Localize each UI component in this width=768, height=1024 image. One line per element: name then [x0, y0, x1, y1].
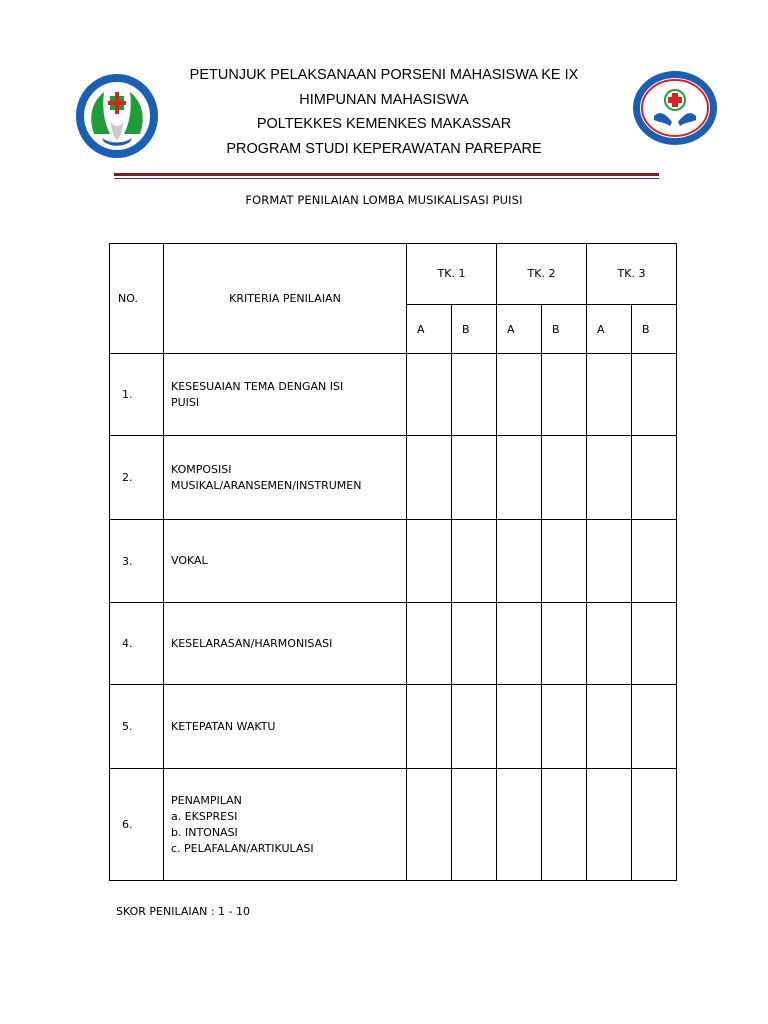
sub-header-b: B — [542, 305, 587, 354]
col-header-no: NO. — [110, 244, 164, 354]
row-number: 2. — [110, 436, 164, 520]
score-cell[interactable] — [452, 769, 497, 881]
score-cell[interactable] — [407, 769, 452, 881]
table-header-row — [110, 244, 677, 305]
table-row — [110, 685, 677, 769]
criteria-cell: KESELARASAN/HARMONISASI — [164, 603, 407, 685]
score-cell[interactable] — [452, 354, 497, 436]
score-cell[interactable] — [497, 354, 542, 436]
score-cell[interactable] — [497, 520, 542, 603]
score-cell[interactable] — [542, 769, 587, 881]
sub-header-a: A — [497, 305, 542, 354]
table-row — [110, 520, 677, 603]
score-cell[interactable] — [452, 520, 497, 603]
score-cell[interactable] — [452, 685, 497, 769]
score-cell[interactable] — [632, 436, 677, 520]
score-cell[interactable] — [497, 436, 542, 520]
header-line-1: PETUNJUK PELAKSANAAN PORSENI MAHASISWA KE IX — [189, 67, 579, 83]
score-cell[interactable] — [542, 520, 587, 603]
sub-header-a: A — [587, 305, 632, 354]
row-number: 3. — [110, 520, 164, 603]
score-cell[interactable] — [587, 603, 632, 685]
score-cell[interactable] — [407, 603, 452, 685]
document-title: FORMAT PENILAIAN LOMBA MUSIKALISASI PUISI — [245, 193, 523, 207]
score-cell[interactable] — [587, 685, 632, 769]
score-cell[interactable] — [632, 603, 677, 685]
score-cell[interactable] — [407, 520, 452, 603]
score-note: SKOR PENILAIAN : 1 - 10 — [116, 905, 251, 918]
criteria-cell: KOMPOSISI MUSIKAL/ARANSEMEN/INSTRUMEN — [164, 436, 407, 520]
col-header-criteria: KRITERIA PENILAIAN — [164, 244, 407, 354]
sub-header-b: B — [632, 305, 677, 354]
header-divider-thin — [114, 178, 659, 179]
row-number: 6. — [110, 769, 164, 881]
col-header-tk3: TK. 3 — [587, 244, 677, 305]
keperawatan-logo — [632, 70, 718, 146]
score-cell[interactable] — [632, 354, 677, 436]
score-cell[interactable] — [587, 769, 632, 881]
row-number: 5. — [110, 685, 164, 769]
letterhead — [150, 63, 618, 161]
score-cell[interactable] — [542, 603, 587, 685]
score-cell[interactable] — [452, 436, 497, 520]
score-cell[interactable] — [632, 520, 677, 603]
score-cell[interactable] — [542, 685, 587, 769]
criteria-cell: VOKAL — [164, 520, 407, 603]
table-row — [110, 769, 677, 881]
criteria-cell: KETEPATAN WAKTU — [164, 685, 407, 769]
score-cell[interactable] — [497, 603, 542, 685]
header-line-2: HIMPUNAN MAHASISWA — [299, 91, 469, 108]
score-cell[interactable] — [452, 603, 497, 685]
score-cell[interactable] — [632, 769, 677, 881]
criteria-cell: PENAMPILAN a. EKSPRESI b. INTONASI c. PELAFALAN/ARTIKULASI — [164, 769, 407, 881]
table-row — [110, 436, 677, 520]
table-row — [110, 603, 677, 685]
score-cell[interactable] — [542, 436, 587, 520]
sub-header-b: B — [452, 305, 497, 354]
col-header-tk1: TK. 1 — [407, 244, 497, 305]
table-row — [110, 354, 677, 436]
poltekkes-logo — [74, 72, 160, 160]
score-cell[interactable] — [497, 685, 542, 769]
score-cell[interactable] — [587, 354, 632, 436]
score-cell[interactable] — [632, 685, 677, 769]
score-cell[interactable] — [407, 354, 452, 436]
score-cell[interactable] — [542, 354, 587, 436]
row-number: 1. — [110, 354, 164, 436]
row-number: 4. — [110, 603, 164, 685]
score-cell[interactable] — [407, 685, 452, 769]
scoring-table — [109, 243, 677, 881]
score-cell[interactable] — [587, 520, 632, 603]
header-line-3: POLTEKKES KEMENKES MAKASSAR — [256, 116, 512, 132]
score-cell[interactable] — [587, 436, 632, 520]
header-line-4: PROGRAM STUDI KEPERAWATAN PAREPARE — [226, 140, 542, 157]
header-divider-thick — [114, 173, 659, 176]
score-cell[interactable] — [497, 769, 542, 881]
col-header-tk2: TK. 2 — [497, 244, 587, 305]
score-cell[interactable] — [407, 436, 452, 520]
criteria-cell: KESESUAIAN TEMA DENGAN ISI PUISI — [164, 354, 407, 436]
sub-header-a: A — [407, 305, 452, 354]
